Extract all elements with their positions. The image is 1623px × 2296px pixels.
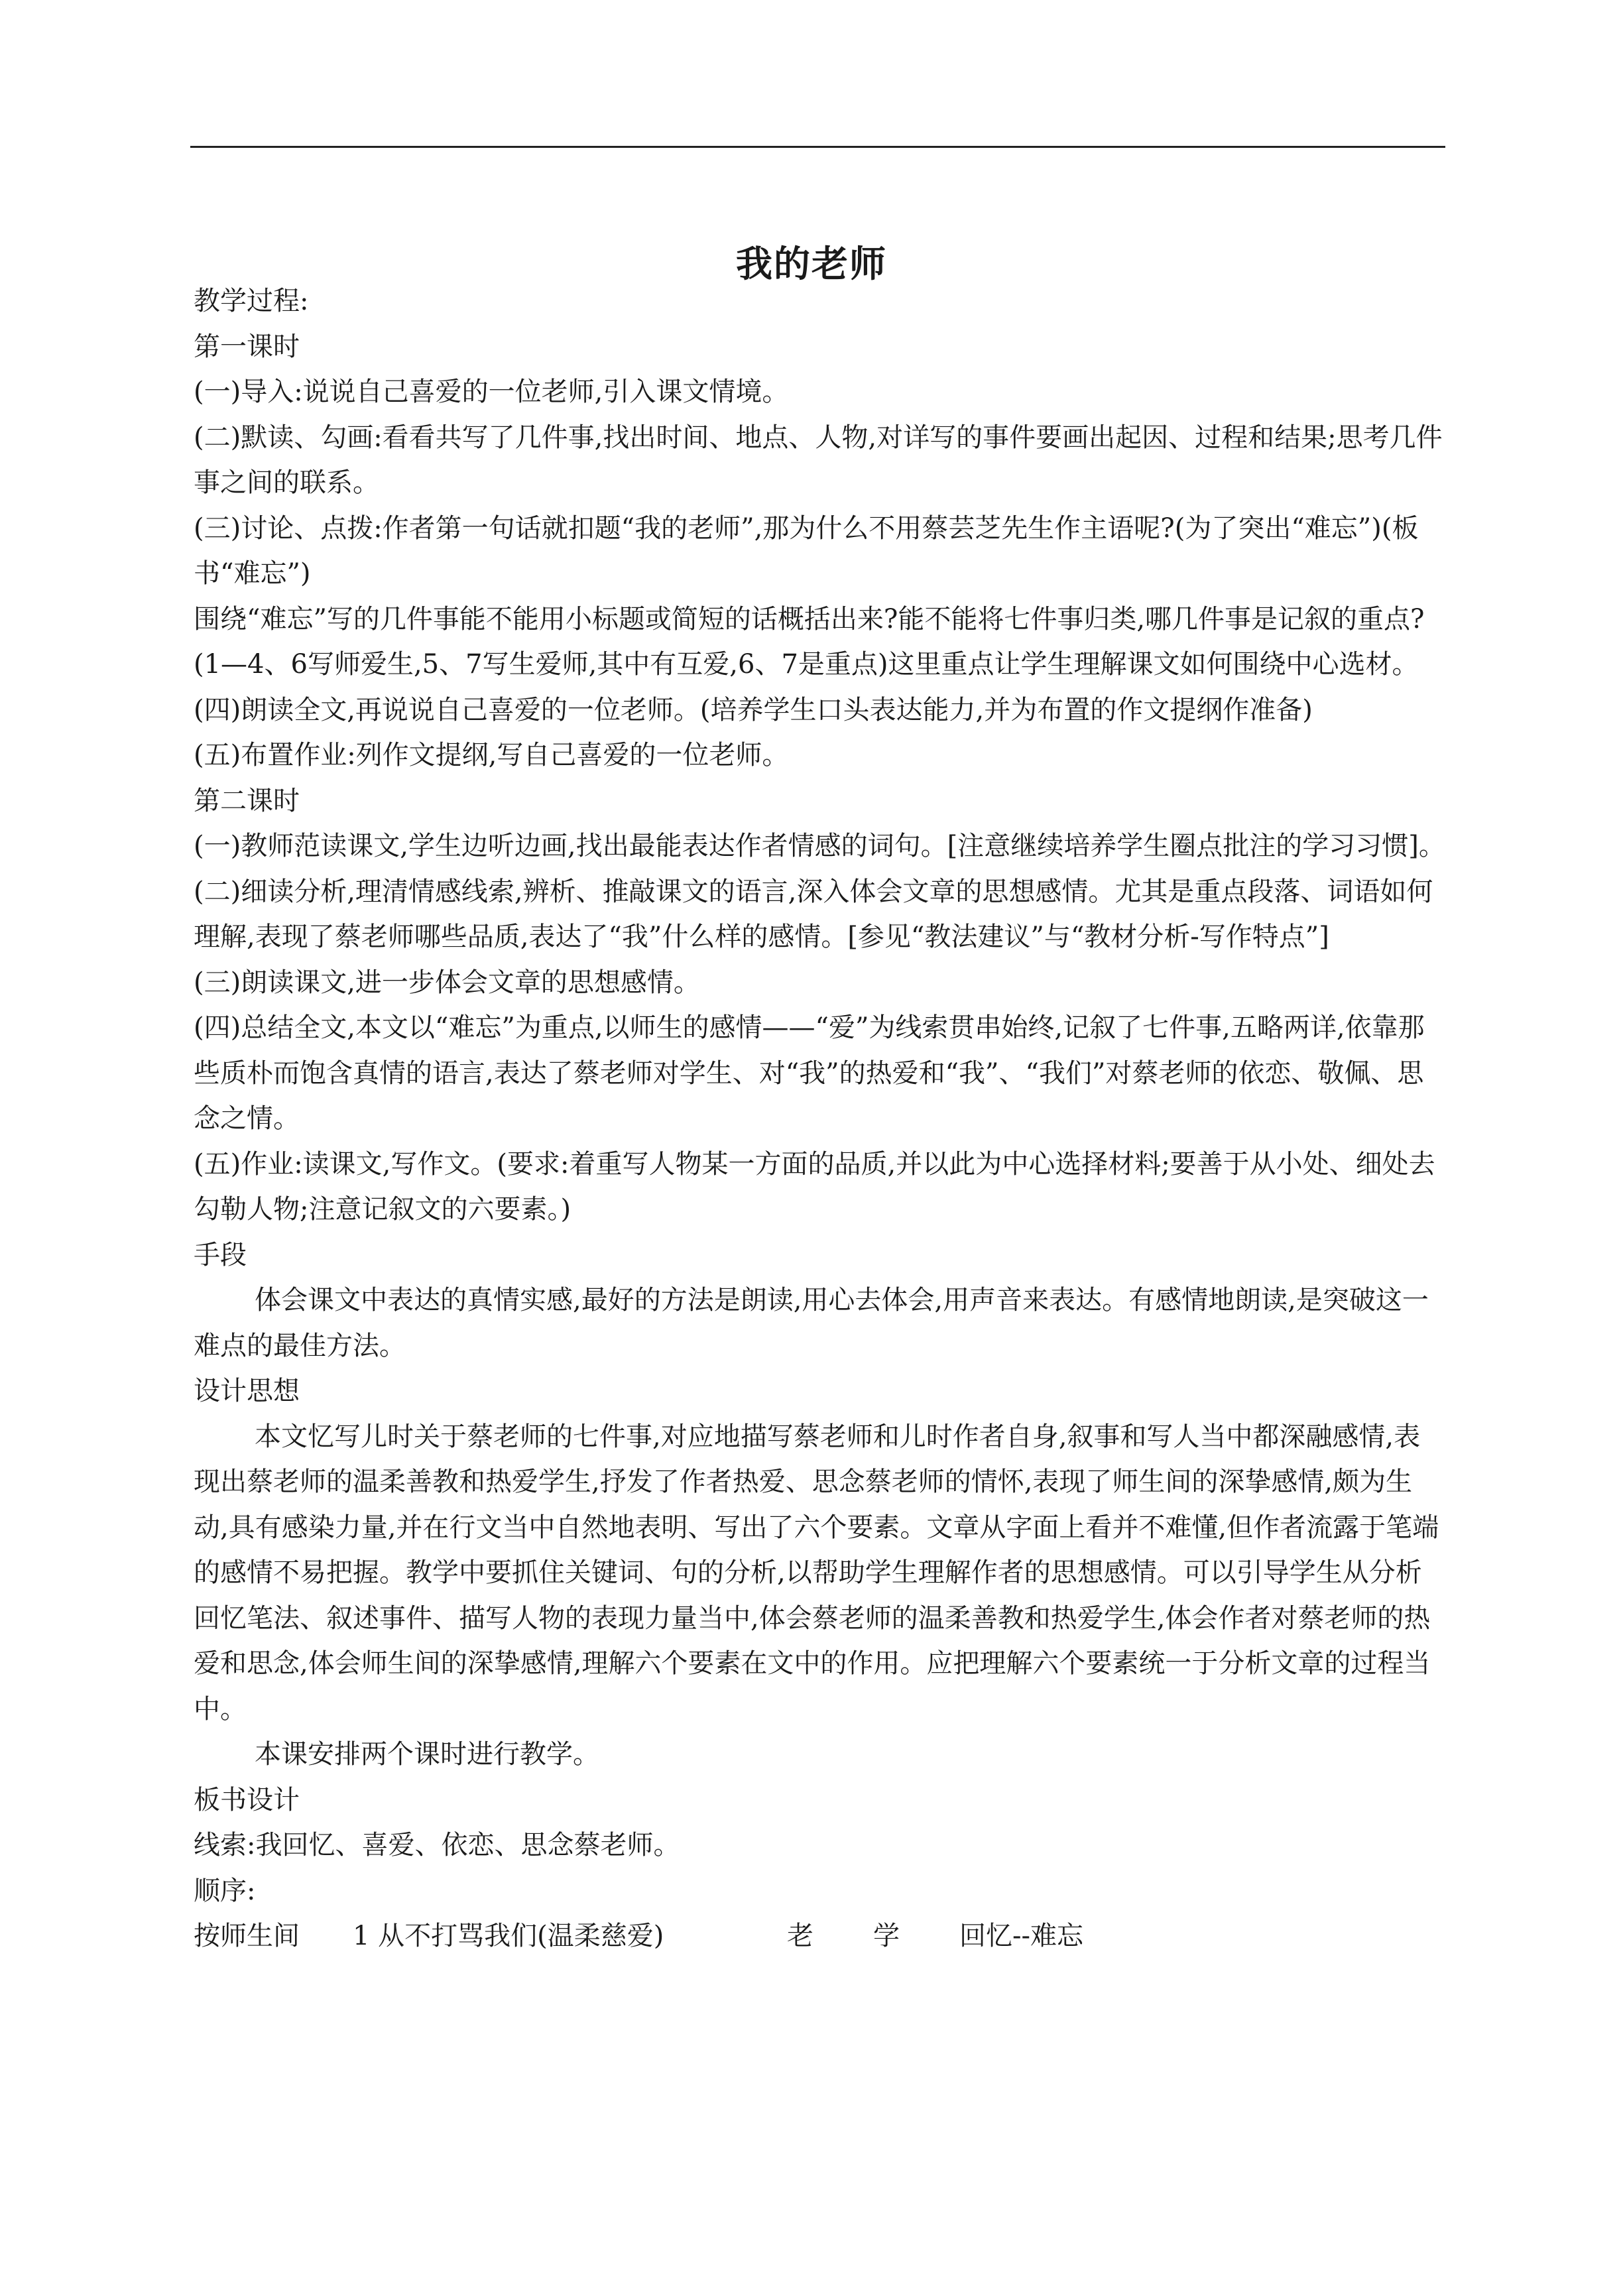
paragraph: (1—4、6写师爱生,5、7写生爱师,其中有互爱,6、7是重点)这里重点让学生理解课文如何围绕中心选材。 [194, 649, 1419, 680]
paragraph: (二)细读分析,理清情感线索,辨析、推敲课文的语言,深入体会文章的思想感情。尤其是重点段落、词语如何理解,表现了蔡老师哪些品质,表达了“我”什么样的感情。[参见“教法建议”与“教材分析-写作特点”] [194, 876, 1433, 952]
paragraph: (一)教师范读课文,学生边听边画,找出最能表达作者情感的词句。[注意继续培养学生圈点批注的学习习惯]。 [194, 831, 1445, 861]
paragraph: (三)讨论、点拨:作者第一句话就扣题“我的老师”,那为什么不用蔡芸芝先生作主语呢?(为了突出“难忘”)(板书“难忘”) [194, 513, 1419, 589]
paragraph: 线索:我回忆、喜爱、依恋、思念蔡老师。 [194, 1830, 680, 1860]
paragraph: (二)默读、勾画:看看共写了几件事,找出时间、地点、人物,对详写的事件要画出起因、过程和结果;思考几件事之间的联系。 [194, 422, 1443, 498]
paragraph: (四)总结全文,本文以“难忘”为重点,以师生的感情——“爱”为线索贯串始终,记叙了七件事,五略两详,依靠那些质朴而饱含真情的语言,表达了蔡老师对学生、对“我”的热爱和“我”、“我们”对蔡老师的依恋、敬佩、思念之情。 [194, 1012, 1425, 1134]
sequence-col-5: 回忆--难忘 [959, 1921, 1084, 1951]
paragraph: (五)布置作业:列作文提纲,写自己喜爱的一位老师。 [194, 740, 789, 770]
sequence-col-4: 学 [873, 1921, 900, 1951]
paragraph: 围绕“难忘”写的几件事能不能用小标题或简短的话概括出来?能不能将七件事归类,哪几件事是记叙的重点? [194, 603, 1425, 634]
sequence-col-3: 老 [787, 1921, 813, 1951]
sequence-col-2: 1 从不打骂我们(温柔慈爱) [353, 1921, 664, 1951]
section-heading: 板书设计 [194, 1784, 300, 1815]
paragraph: (五)作业:读课文,写作文。(要求:着重写人物某一方面的品质,并以此为中心选择材料;要善于从小处、细处去勾勒人物;注意记叙文的六要素。) [194, 1148, 1435, 1225]
paragraph: (一)导入:说说自己喜爱的一位老师,引入课文情境。 [194, 377, 789, 407]
lesson-heading: 第二课时 [194, 785, 300, 816]
lesson-heading: 第一课时 [194, 331, 300, 362]
header-rule [190, 146, 1445, 148]
paragraph: 本文忆写儿时关于蔡老师的七件事,对应地描写蔡老师和儿时作者自身,叙事和写人当中都深融感情,表现出蔡老师的温柔善教和热爱学生,抒发了作者热爱、思念蔡老师的情怀,表现了师生间的深挚感情,颇为生动,具有感染力量,并在行文当中自然地表明、写出了六个要素。文章从字面上看并不难懂,但作者流露于笔端的感情不易把握。教学中要抓住关键词、句的分析,以帮助学生理解作者的思想感情。可以引导学生从分析回忆笔法、叙述事件、描写人物的表现力量当中,体会蔡老师的温柔善教和热爱学生,体会作者对蔡老师的热爱和思念,体会师生间的深挚感情,理解六个要素在文中的作用。应把理解六个要素统一于分析文章的过程当中。 [194, 1421, 1439, 1724]
paragraph: 本课安排两个课时进行教学。 [255, 1739, 599, 1770]
paragraph: (四)朗读全文,再说说自己喜爱的一位老师。(培养学生口头表达能力,并为布置的作文提纲作准备) [194, 694, 1313, 725]
paragraph: 顺序: [194, 1875, 256, 1906]
page-title: 我的老师 [735, 241, 887, 285]
section-heading: 手段 [194, 1239, 247, 1270]
board-sequence-row [194, 1913, 1445, 1959]
section-heading: 设计思想 [194, 1376, 300, 1406]
paragraph: (三)朗读课文,进一步体会文章的思想感情。 [194, 967, 700, 998]
sequence-col-1: 按师生间 [194, 1921, 300, 1951]
paragraph: 体会课文中表达的真情实感,最好的方法是朗读,用心去体会,用声音来表达。有感情地朗读,是突破这一难点的最佳方法。 [194, 1285, 1429, 1361]
section-heading: 教学过程: [194, 286, 309, 316]
document-body [194, 278, 1445, 1959]
